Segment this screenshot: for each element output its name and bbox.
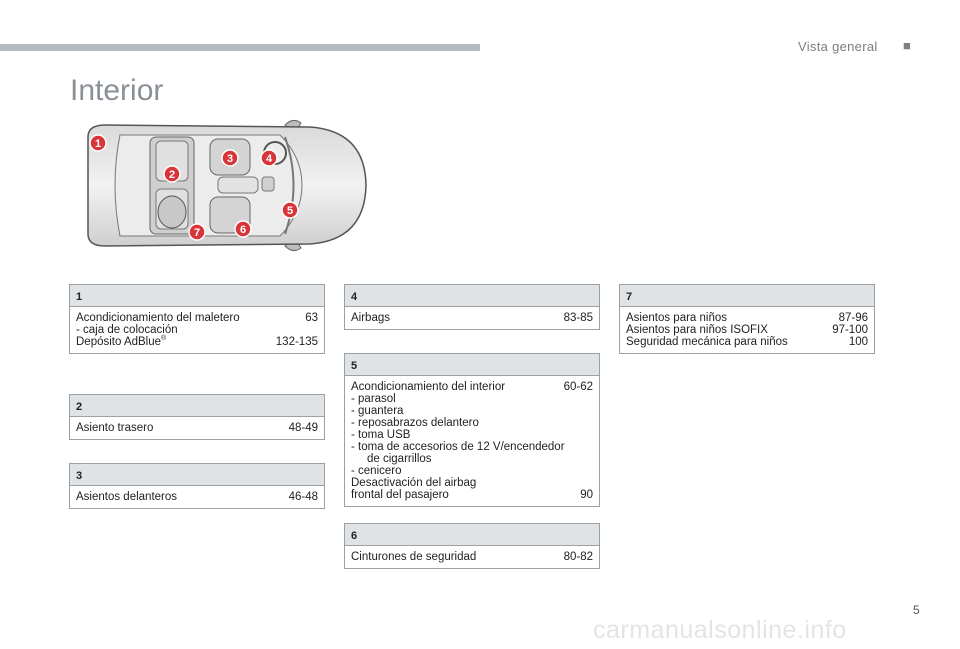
- marker-4: [261, 150, 277, 166]
- card-number: 7: [620, 285, 874, 307]
- card-entry: [351, 477, 593, 489]
- card-body: [345, 546, 599, 568]
- card-entry: [626, 336, 868, 348]
- svg-text:3: 3: [226, 153, 234, 165]
- card-entry: [76, 491, 318, 503]
- card-number: 5: [345, 354, 599, 376]
- card-subitem: - guantera: [351, 405, 404, 417]
- entry-pages: 80-82: [563, 551, 593, 563]
- card-body: [70, 417, 324, 439]
- card-3: [69, 463, 325, 509]
- card-6: [344, 523, 600, 569]
- entry-pages: 83-85: [563, 312, 593, 324]
- header-rule: [0, 44, 480, 51]
- car-interior-figure: [80, 117, 370, 254]
- entry-label: Seguridad mecánica para niños: [626, 336, 788, 348]
- section-title: Vista general: [798, 39, 878, 54]
- card-subitem: - cenicero: [351, 465, 402, 477]
- entry-pages: 48-49: [288, 422, 318, 434]
- entry-pages: 63: [305, 312, 318, 324]
- marker-5: [282, 202, 298, 218]
- card-body: [620, 307, 874, 353]
- entry-label: Desactivación del airbag: [351, 477, 477, 489]
- card-2: [69, 394, 325, 440]
- entry-label: Cinturones de seguridad: [351, 551, 477, 563]
- card-entry: [76, 312, 318, 324]
- card-number: 1: [70, 285, 324, 307]
- watermark: carmanualsonline.info: [593, 616, 847, 644]
- svg-text:5: 5: [286, 205, 294, 217]
- entry-pages: 90: [580, 489, 593, 501]
- marker-7: [189, 224, 205, 240]
- svg-text:4: 4: [265, 153, 273, 165]
- entry-label: Airbags: [351, 312, 390, 324]
- svg-text:6: 6: [239, 224, 247, 236]
- card-entry: [76, 336, 318, 348]
- section-bullet: ■: [903, 38, 911, 53]
- card-7: [619, 284, 875, 354]
- card-number: 2: [70, 395, 324, 417]
- card-subitem: - parasol: [351, 393, 396, 405]
- page-title: Interior: [70, 74, 164, 107]
- entry-label: Asiento trasero: [76, 422, 154, 434]
- page-number: 5: [913, 603, 920, 617]
- entry-pages: 97-100: [832, 324, 868, 336]
- entry-label: Asientos delanteros: [76, 491, 178, 503]
- card-entry: [351, 312, 593, 324]
- card-entry: [626, 324, 868, 336]
- card-entry: [351, 551, 593, 563]
- card-subitem-cont: de cigarrillos: [367, 453, 432, 465]
- card-subitem: - reposabrazos delantero: [351, 417, 479, 429]
- entry-label: Depósito AdBlue®: [76, 335, 167, 348]
- entry-label: frontal del pasajero: [351, 489, 449, 501]
- svg-text:1: 1: [94, 138, 102, 150]
- card-5: [344, 353, 600, 507]
- card-subitem: - toma de accesorios de 12 V/encendedor: [351, 441, 565, 453]
- entry-label: Acondicionamiento del interior: [351, 381, 506, 393]
- marker-3: [222, 150, 238, 166]
- card-entry: [351, 381, 593, 393]
- card-body: [345, 307, 599, 329]
- entry-pages: 100: [848, 336, 868, 348]
- entry-label: Asientos para niños ISOFIX: [626, 324, 768, 336]
- card-entry: [626, 312, 868, 324]
- card-body: [70, 486, 324, 508]
- entry-label: Asientos para niños: [626, 312, 728, 324]
- card-body: [345, 376, 599, 506]
- card-number: 6: [345, 524, 599, 546]
- card-subitem: - toma USB: [351, 429, 411, 441]
- entry-label: Acondicionamiento del maletero: [76, 312, 240, 324]
- entry-pages: 46-48: [288, 491, 318, 503]
- marker-1: [90, 135, 106, 151]
- card-number: 4: [345, 285, 599, 307]
- entry-pages: 87-96: [838, 312, 868, 324]
- svg-text:2: 2: [168, 169, 176, 181]
- entry-pages: 132-135: [275, 336, 318, 348]
- card-subitem: - caja de colocación: [76, 324, 178, 336]
- marker-6: [235, 221, 251, 237]
- entry-pages: 60-62: [563, 381, 593, 393]
- card-entry: [351, 489, 593, 501]
- card-body: [70, 307, 324, 353]
- svg-text:7: 7: [193, 227, 201, 239]
- card-1: [69, 284, 325, 354]
- marker-2: [164, 166, 180, 182]
- card-number: 3: [70, 464, 324, 486]
- car-top-view-illustration: [80, 117, 370, 254]
- card-entry: [76, 422, 318, 434]
- card-4: [344, 284, 600, 330]
